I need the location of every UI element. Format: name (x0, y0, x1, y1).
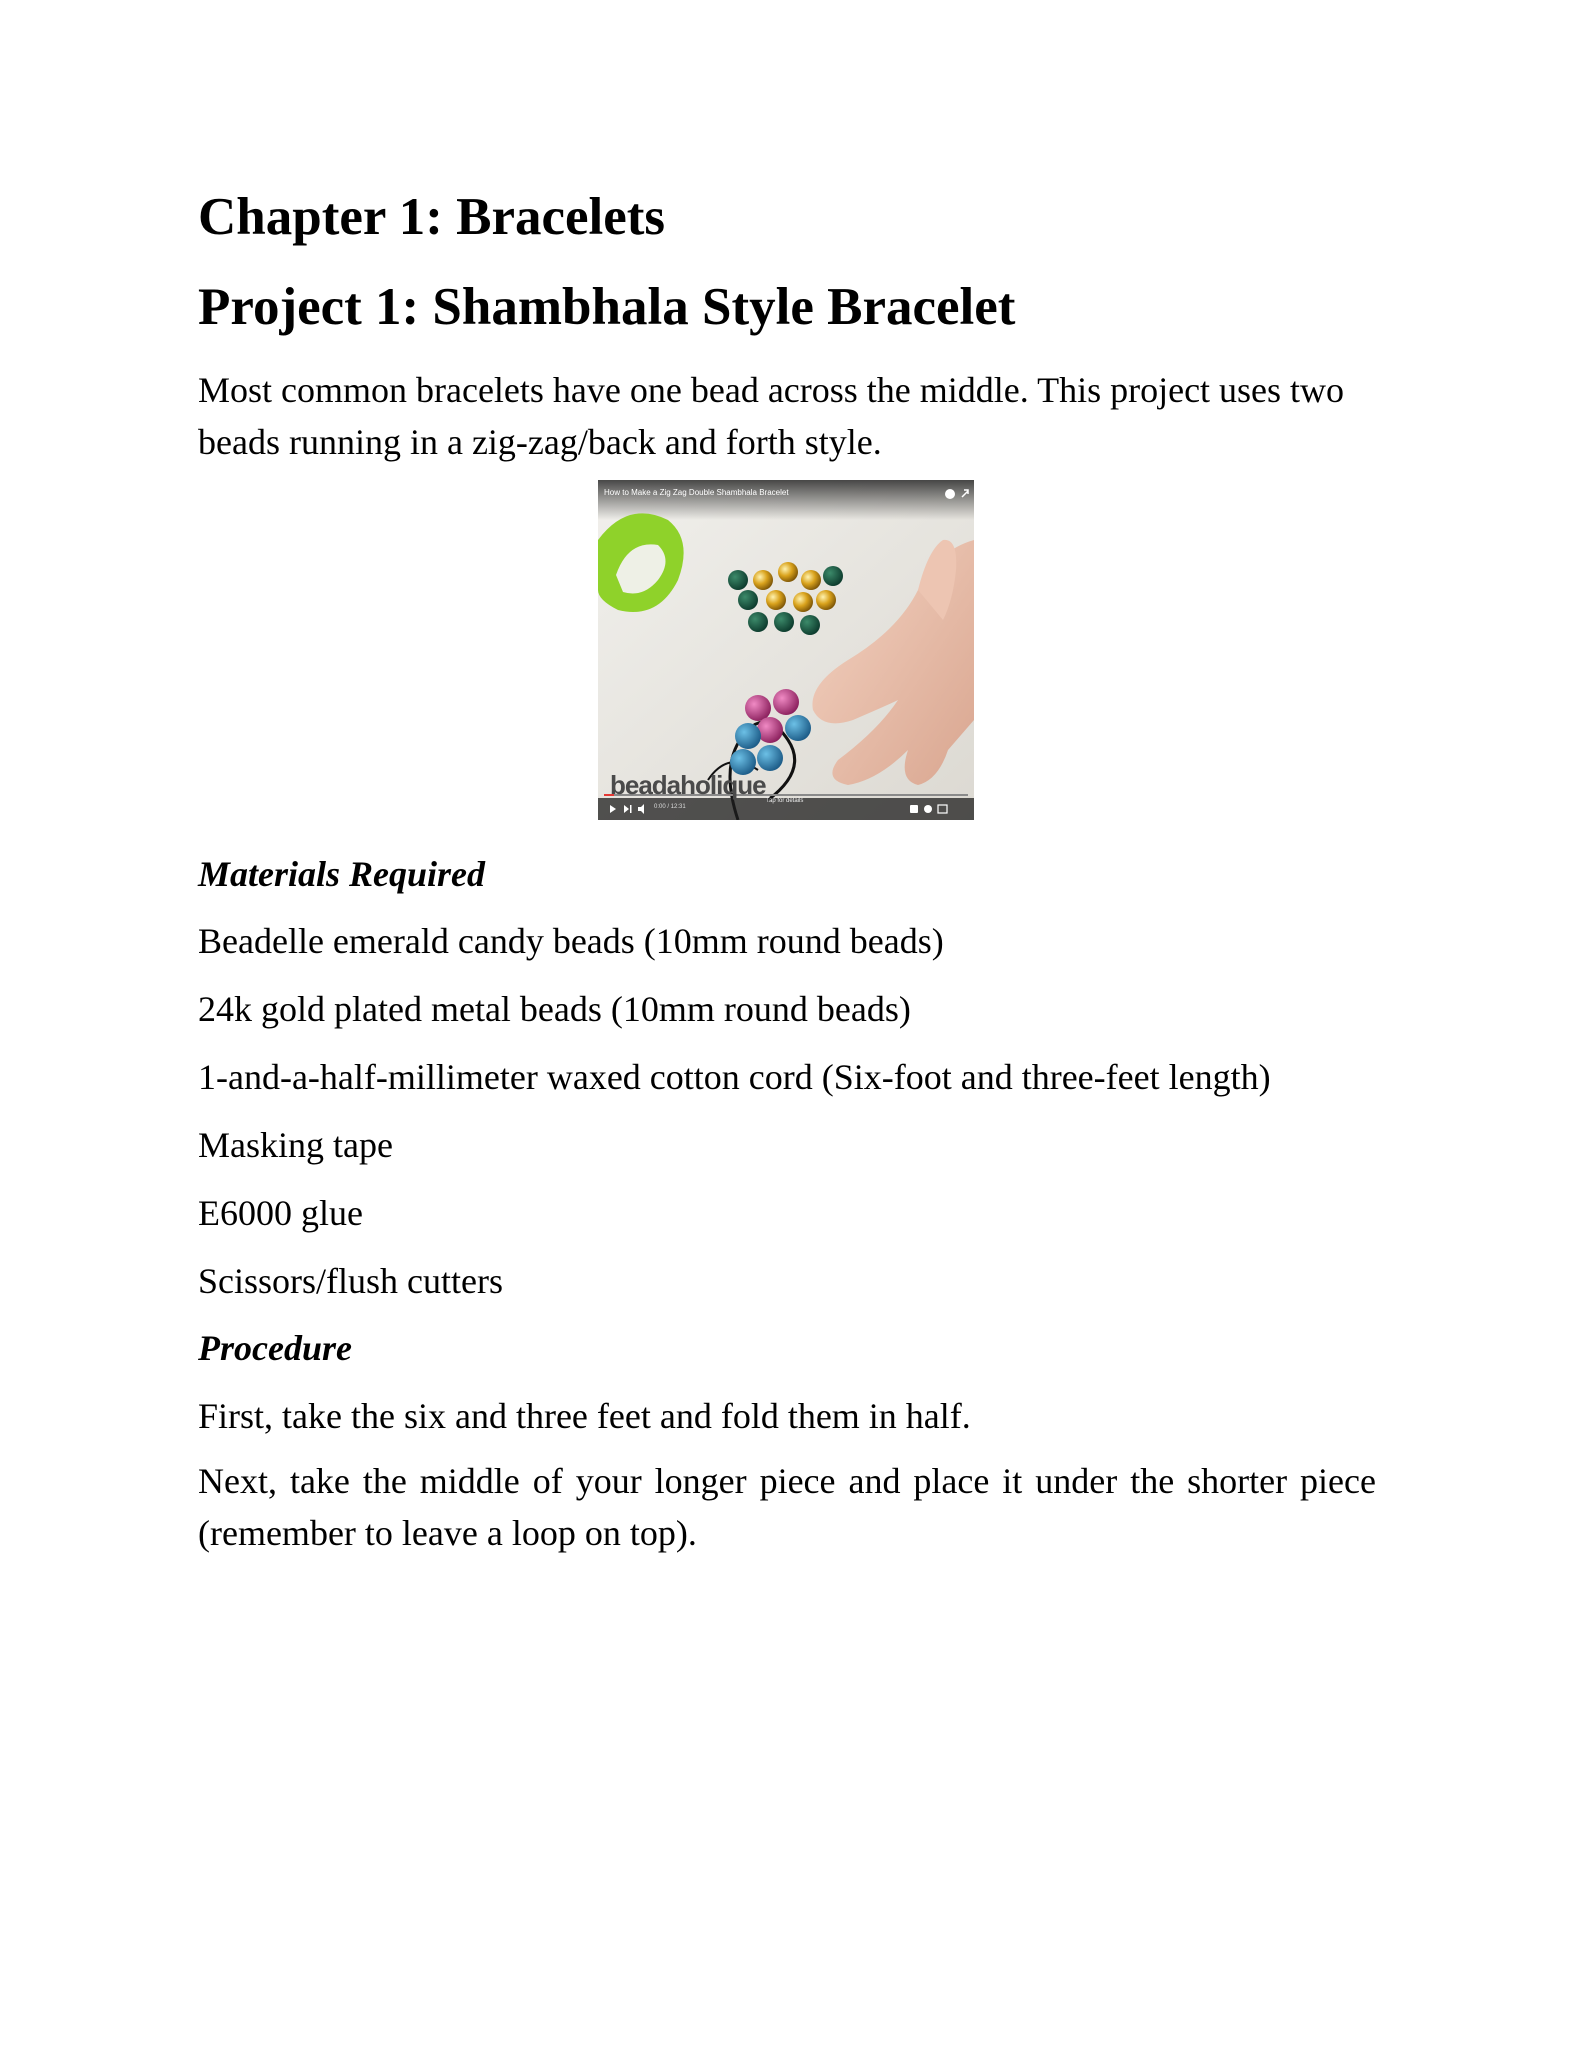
procedure-step: First, take the six and three feet and fold them in half. (198, 1396, 971, 1436)
video-frame-image (598, 480, 974, 820)
project-title: Project 1: Shambhala Style Bracelet (198, 278, 1016, 336)
watch-later-icon (945, 489, 955, 499)
intro-paragraph: Most common bracelets have one bead across the middle. This project uses two beads running in a zig-zag/back and forth style. (198, 370, 1345, 462)
material-item: 24k gold plated metal beads (10mm round beads) (198, 989, 911, 1029)
procedure-heading: Procedure (198, 1328, 352, 1368)
video-caption: Tap for details (766, 798, 804, 804)
material-item: 1-and-a-half-millimeter waxed cotton cord (Six-foot and three-feet length) (198, 1057, 1271, 1097)
video-title: How to Make a Zig Zag Double Shambhala Bracelet (604, 488, 789, 497)
settings-icon (924, 805, 932, 813)
material-item: Beadelle emerald candy beads (10mm round beads) (198, 921, 944, 961)
chapter-title: Chapter 1: Bracelets (198, 188, 666, 246)
procedure-step: Next, take the middle of your longer piece and place it under the shorter piece (remember to leave a loop on top). (198, 1461, 1376, 1553)
subtitles-icon (910, 805, 918, 813)
brand-watermark: beadaholique (610, 770, 766, 800)
material-item: Masking tape (198, 1125, 393, 1165)
video-time: 0:00 / 12:31 (654, 804, 686, 810)
video-thumbnail[interactable] (598, 480, 974, 820)
material-item: Scissors/flush cutters (198, 1261, 503, 1301)
material-item: E6000 glue (198, 1193, 363, 1233)
materials-heading: Materials Required (198, 854, 486, 894)
